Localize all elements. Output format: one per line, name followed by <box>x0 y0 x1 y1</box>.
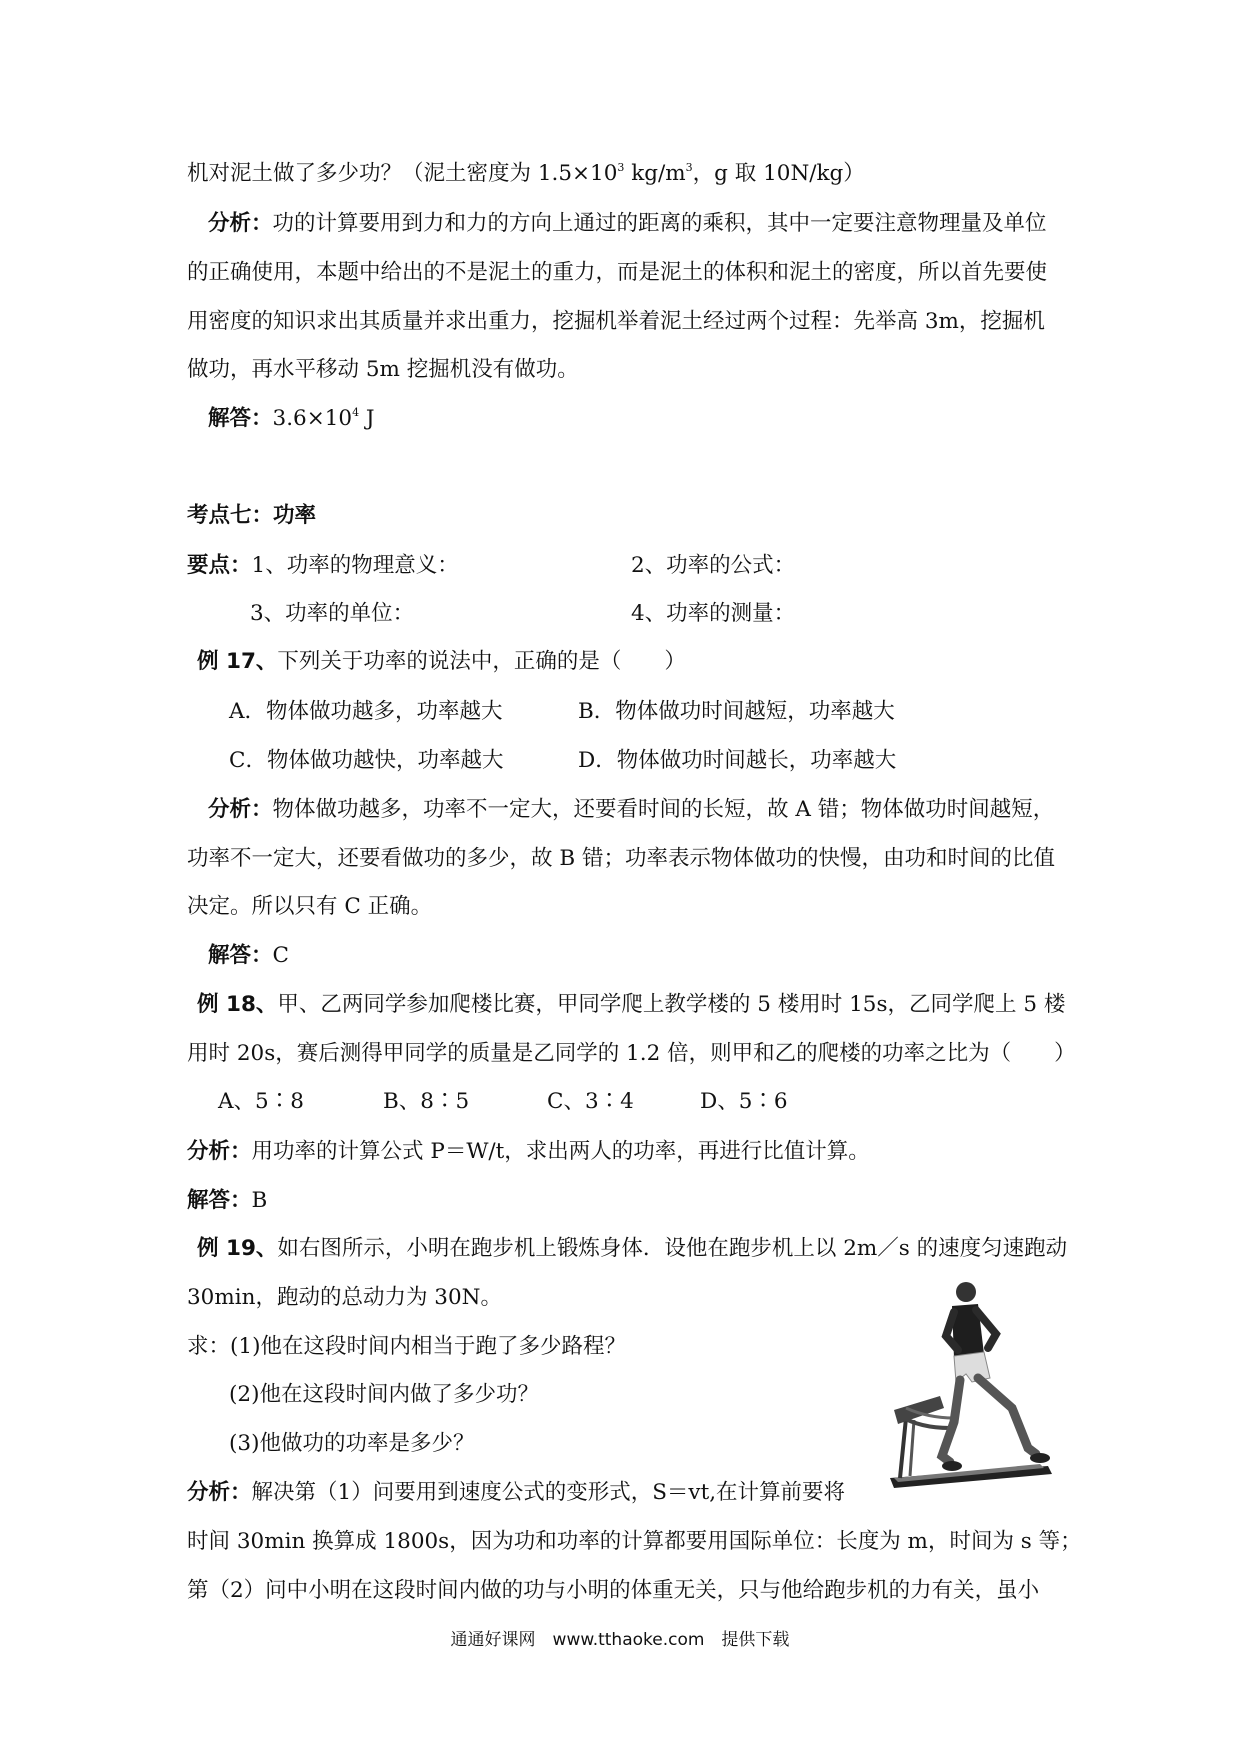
option-a: A、5∶8 <box>218 1089 304 1114</box>
analysis-label: 分析： <box>187 1480 252 1505</box>
text-line: 30min，跑动的总动力为 30N。 <box>187 1285 502 1310</box>
option-a: A．物体做功越多，功率越大 <box>229 699 503 724</box>
answer-line: 解答：B <box>187 1188 268 1213</box>
text-line: 功率不一定大，还要看做功的多少，故 B 错；功率表示物体做功的快慢，由功和时间的比值 <box>187 846 1055 871</box>
option-c: C．物体做功越快，功率越大 <box>229 748 504 773</box>
example-label: 例 18、 <box>197 992 278 1017</box>
analysis-label: 分析： <box>208 211 273 236</box>
key-point-3: 3、功率的单位： <box>250 601 415 626</box>
example-label: 例 17、 <box>197 649 278 674</box>
key-point-2: 2、功率的公式： <box>631 553 796 578</box>
text-line: 决定。所以只有 C 正确。 <box>187 894 433 919</box>
analysis-label: 分析： <box>187 1139 252 1164</box>
example-18-question: 例 18、甲、乙两同学参加爬楼比赛，甲同学爬上教学楼的 5 楼用时 15s，乙同学爬上 5 楼 <box>197 992 1066 1017</box>
key-points-line-1: 要点：1、功率的物理意义： <box>187 553 459 578</box>
answer-line: 解答：C <box>208 943 289 968</box>
analysis-paragraph-2: 分析：物体做功越多，功率不一定大，还要看时间的长短，故 A 错；物体做功时间越短， <box>208 797 1055 822</box>
sub-question-1: 求：(1)他在这段时间内相当于跑了多少路程？ <box>187 1334 626 1359</box>
analysis-paragraph-1: 分析：功的计算要用到力和力的方向上通过的距离的乘积，其中一定要注意物理量及单位 <box>208 211 1047 236</box>
text-line: 做功，再水平移动 5m 挖掘机没有做功。 <box>187 357 579 382</box>
key-point-4: 4、功率的测量： <box>631 601 796 626</box>
example-17-question: 例 17、下列关于功率的说法中，正确的是（ ） <box>197 649 686 674</box>
treadmill-runner-image <box>880 1278 1058 1498</box>
answer-line: 解答：$3.6\times 10^4$ J <box>208 406 375 431</box>
section-heading: 考点七：功率 <box>187 503 317 528</box>
text-line: 的正确使用，本题中给出的不是泥土的重力，而是泥土的体积和泥土的密度，所以首先要使 <box>187 260 1048 285</box>
text-line: 用密度的知识求出其质量并求出重力，挖掘机举着泥土经过两个过程：先举高 3m，挖掘机 <box>187 309 1045 334</box>
option-c: C、3∶4 <box>547 1089 634 1114</box>
question-tail-line: 机对泥土做了多少功？（泥土密度为 $1.5\times 10^3$ $kg/m^3$，g 取 10N/kg） <box>187 161 865 186</box>
text-line: 用时 20s，赛后测得甲同学的质量是乙同学的 1.2 倍，则甲和乙的爬楼的功率之比为（ ） <box>187 1041 1076 1066</box>
analysis-line: 分析：用功率的计算公式 P＝W/t，求出两人的功率，再进行比值计算。 <box>187 1139 870 1164</box>
text-line: 时间 30min 换算成 1800s，因为功和功率的计算都要用国际单位：长度为 m，时间为 s 等； <box>187 1529 1082 1554</box>
example-label: 例 19、 <box>197 1236 278 1261</box>
answer-label: 解答： <box>187 1188 252 1213</box>
example-19-question: 例 19、如右图所示，小明在跑步机上锻炼身体．设他在跑步机上以 2m／s 的速度匀速跑动 <box>197 1236 1068 1261</box>
text-line: 第（2）问中小明在这段时间内做的功与小明的体重无关，只与他给跑步机的力有关，虽小 <box>187 1578 1040 1603</box>
footer-source: 通通好课网 www.tthaoke.com 提供下载 <box>450 1630 790 1650</box>
option-b: B、8∶5 <box>383 1089 470 1114</box>
sub-question-3: (3)他做功的功率是多少？ <box>229 1431 475 1456</box>
analysis-label: 分析： <box>208 797 273 822</box>
option-b: B．物体做功时间越短，功率越大 <box>578 699 895 724</box>
answer-label: 解答： <box>208 943 273 968</box>
analysis-line: 分析：解决第（1）问要用到速度公式的变形式，S＝vt,在计算前要将 <box>187 1480 846 1505</box>
option-d: D、5∶6 <box>700 1089 788 1114</box>
key-points-label: 要点： <box>187 553 252 578</box>
answer-label: 解答： <box>208 406 273 431</box>
sub-question-2: (2)他在这段时间内做了多少功？ <box>229 1382 539 1407</box>
option-d: D．物体做功时间越长，功率越大 <box>578 748 897 773</box>
